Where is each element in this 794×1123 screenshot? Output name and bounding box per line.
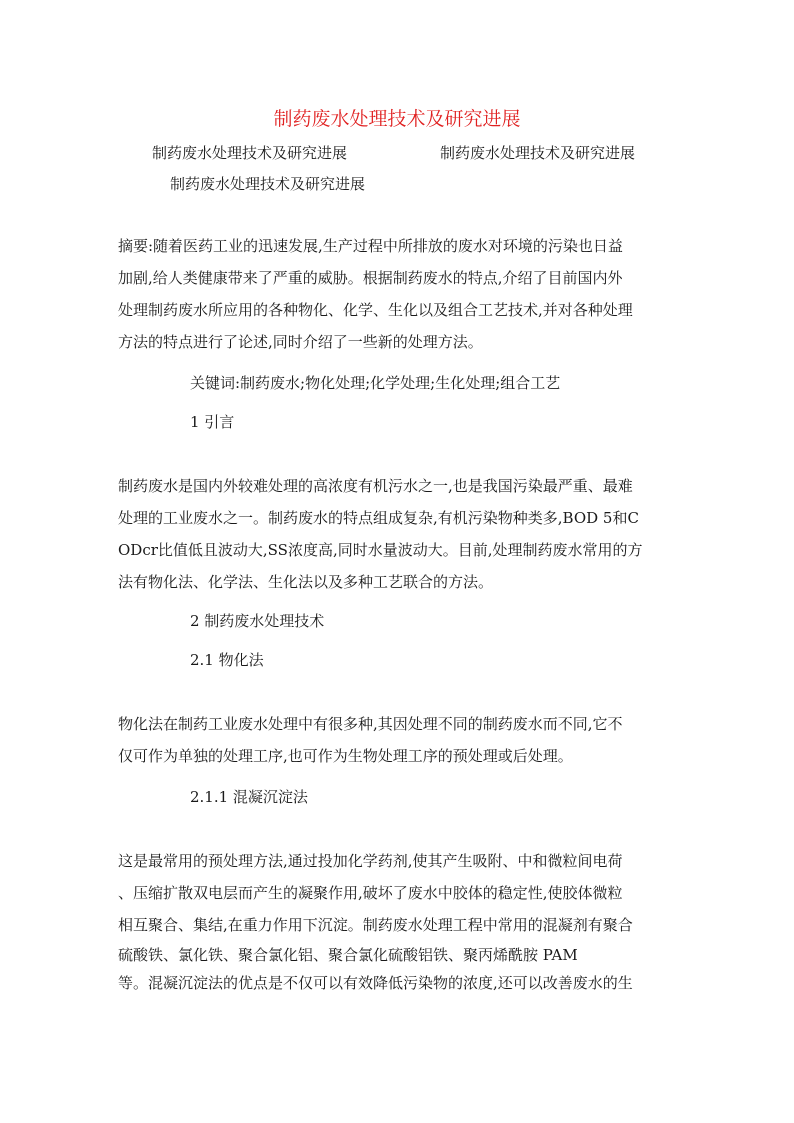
coagulation-line: 硫酸铁、氯化铁、聚合氯化铝、聚合氯化硫酸铝铁、聚丙烯酰胺 PAM: [118, 946, 578, 964]
doc-title: 制药废水处理技术及研究进展: [273, 108, 521, 130]
coagulation-paragraph: [118, 845, 678, 997]
keywords: 关键词:制药废水;物化处理;化学处理;生化处理;组合工艺: [190, 374, 561, 392]
intro-line: 制药废水是国内外较难处理的高浓度有机污水之一,也是我国污染最严重、最难: [118, 477, 633, 495]
subtitle-3: 制药废水处理技术及研究进展: [170, 175, 366, 193]
abstract-line: 加剧,给人类健康带来了严重的威胁。根据制药废水的特点,介绍了目前国内外: [118, 269, 623, 287]
intro-line: 法有物化法、化学法、生化法以及多种工艺联合的方法。: [118, 573, 494, 591]
coagulation-line: 、压缩扩散双电层而产生的凝聚作用,破坏了废水中胶体的稳定性,使胶体微粒: [118, 884, 623, 902]
coagulation-line: 等。混凝沉淀法的优点是不仅可以有效降低污染物的浓度,还可以改善废水的生: [118, 974, 633, 992]
intro-paragraph: [118, 470, 678, 598]
coagulation-line: 这是最常用的预处理方法,通过投加化学药剂,使其产生吸附、中和微粒间电荷: [118, 852, 623, 870]
intro-line: ODcr比值低且波动大,SS浓度高,同时水量波动大。目前,处理制药废水常用的方: [118, 541, 643, 559]
subtitle-1: 制药废水处理技术及研究进展: [152, 144, 348, 162]
abstract-line: 方法的特点进行了论述,同时介绍了一些新的处理方法。: [118, 333, 483, 351]
physicochemical-line: 仅可作为单独的处理工序,也可作为生物处理工序的预处理或后处理。: [118, 747, 573, 765]
physicochemical-line: 物化法在制药工业废水处理中有很多种,其因处理不同的制药废水而不同,它不: [118, 715, 623, 733]
intro-line: 处理的工业废水之一。制药废水的特点组成复杂,有机污染物种类多,BOD 5和C: [118, 509, 639, 527]
coagulation-line: 相互聚合、集结,在重力作用下沉淀。制药废水处理工程中常用的混凝剂有聚合: [118, 916, 633, 934]
heading-introduction: 1 引言: [190, 413, 235, 431]
heading-coagulation: 2.1.1 混凝沉淀法: [190, 788, 308, 806]
abstract-paragraph: [118, 230, 678, 358]
heading-physicochemical: 2.1 物化法: [190, 651, 264, 669]
physicochemical-paragraph: [118, 708, 678, 772]
subtitle-2: 制药废水处理技术及研究进展: [440, 144, 636, 162]
abstract-line: 处理制药废水所应用的各种物化、化学、生化以及组合工艺技术,并对各种处理: [118, 301, 633, 319]
abstract-line: 摘要:随着医药工业的迅速发展,生产过程中所排放的废水对环境的污染也日益: [118, 237, 623, 255]
heading-treatment-technology: 2 制药废水处理技术: [190, 612, 325, 630]
